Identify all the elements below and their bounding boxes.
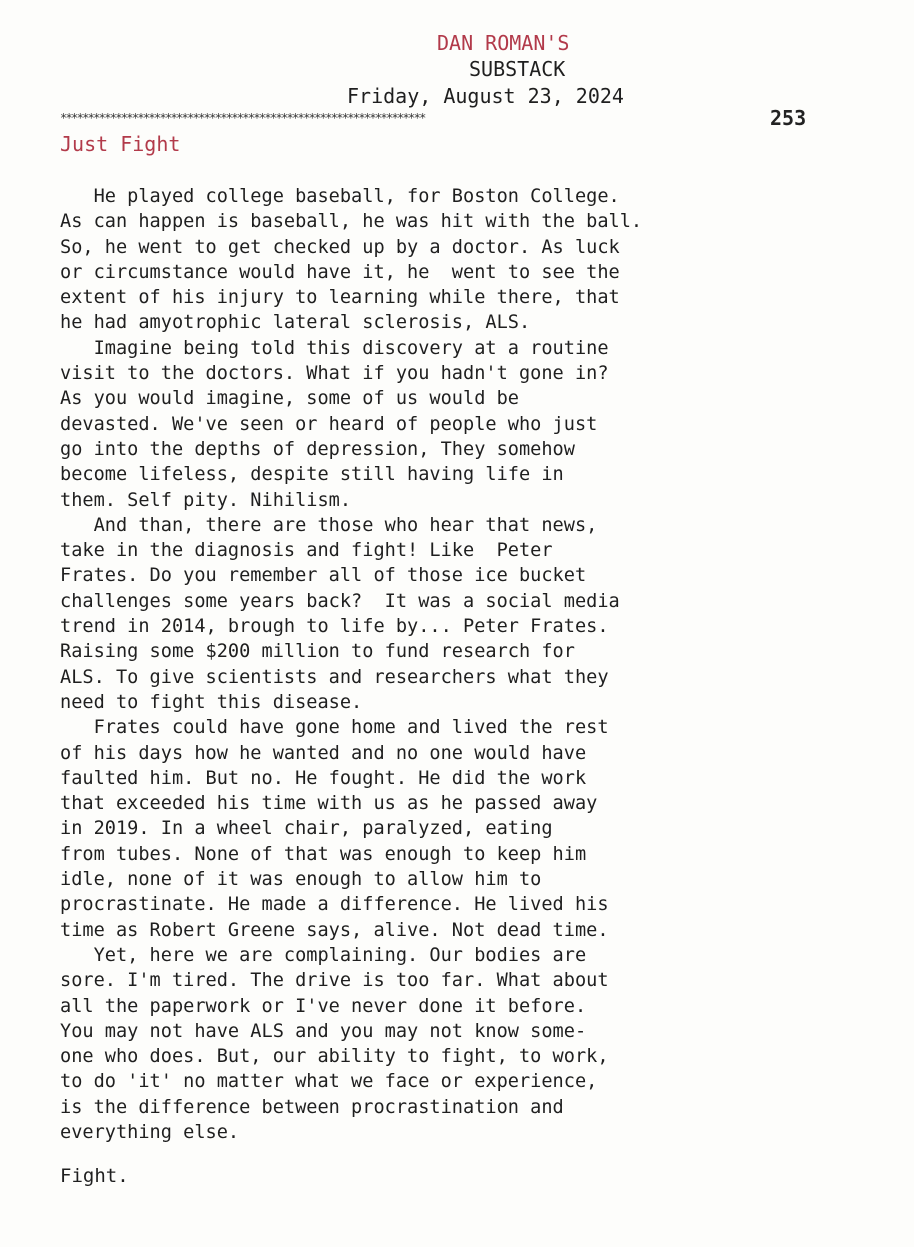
body-line: faulted him. But no. He fought. He did the work xyxy=(60,767,587,789)
closing-line: Fight. xyxy=(60,1165,129,1187)
body-line: them. Self pity. Nihilism. xyxy=(60,489,352,511)
body-line: is the difference between procrastination and xyxy=(60,1096,564,1118)
body-line: challenges some years back? It was a social media xyxy=(60,590,620,612)
body-line: procrastinate. He made a difference. He lived his xyxy=(60,894,609,916)
body-line: He played college baseball, for Boston College. xyxy=(60,186,620,207)
issue-date: Friday, August 23, 2024 xyxy=(347,84,624,108)
body-line: Imagine being told this discovery at a routine xyxy=(60,337,609,359)
body-line: one who does. But, our ability to fight, to work, xyxy=(60,1046,609,1068)
body-line: all the paperwork or I've never done it before. xyxy=(60,995,587,1017)
body-line: Raising some $200 million to fund research for xyxy=(60,641,575,663)
body-line: visit to the doctors. What if you hadn't gone in? xyxy=(60,363,609,385)
body-line: time as Robert Greene says, alive. Not dead time. xyxy=(60,919,609,941)
issue-number: 253 xyxy=(770,106,807,130)
body-line: to do 'it' no matter what we face or experience, xyxy=(60,1071,598,1093)
publication-name: SUBSTACK xyxy=(469,57,566,81)
body-line: from tubes. None of that was enough to keep him xyxy=(60,843,587,865)
body-line: or circumstance would have it, he went to see the xyxy=(60,261,620,283)
body-line: in 2019. In a wheel chair, paralyzed, eating xyxy=(60,818,553,840)
body-line: become lifeless, despite still having life in xyxy=(60,464,564,486)
body-line: As you would imagine, some of us would be xyxy=(60,388,519,410)
body-line: Frates. Do you remember all of those ice bucket xyxy=(60,565,587,587)
body-line: everything else. xyxy=(60,1121,240,1143)
body-line: sore. I'm tired. The drive is too far. What about xyxy=(60,970,609,992)
body-line: need to fight this disease. xyxy=(60,691,363,713)
body-line: Frates could have gone home and lived the rest xyxy=(60,717,609,739)
body-line: idle, none of it was enough to allow him to xyxy=(60,869,542,891)
body-line: that exceeded his time with us as he passed away xyxy=(60,793,598,815)
body-line: trend in 2014, brough to life by... Peter Frates. xyxy=(60,616,609,638)
body-line: Yet, here we are complaining. Our bodies are xyxy=(60,944,587,966)
body-line: As can happen is baseball, he was hit with the ball. xyxy=(60,211,643,233)
article-body xyxy=(60,184,840,1145)
author-name: DAN ROMAN'S xyxy=(437,31,570,55)
body-line: extent of his injury to learning while there, that xyxy=(60,287,620,309)
article-title: Just Fight xyxy=(60,132,181,156)
body-line: of his days how he wanted and no one would have xyxy=(60,742,587,764)
separator-line: ****************************************************************** xyxy=(60,111,425,125)
body-line: go into the depths of depression, They somehow xyxy=(60,438,575,460)
body-line: ALS. To give scientists and researchers what they xyxy=(60,666,609,688)
body-line: he had amyotrophic lateral sclerosis, ALS. xyxy=(60,312,531,334)
body-line: take in the diagnosis and fight! Like Peter xyxy=(60,540,553,562)
body-line: And than, there are those who hear that news, xyxy=(60,514,598,536)
body-line: devasted. We've seen or heard of people who just xyxy=(60,413,598,435)
body-line: You may not have ALS and you may not know some- xyxy=(60,1020,587,1042)
body-line: So, he went to get checked up by a doctor. As luck xyxy=(60,236,620,258)
